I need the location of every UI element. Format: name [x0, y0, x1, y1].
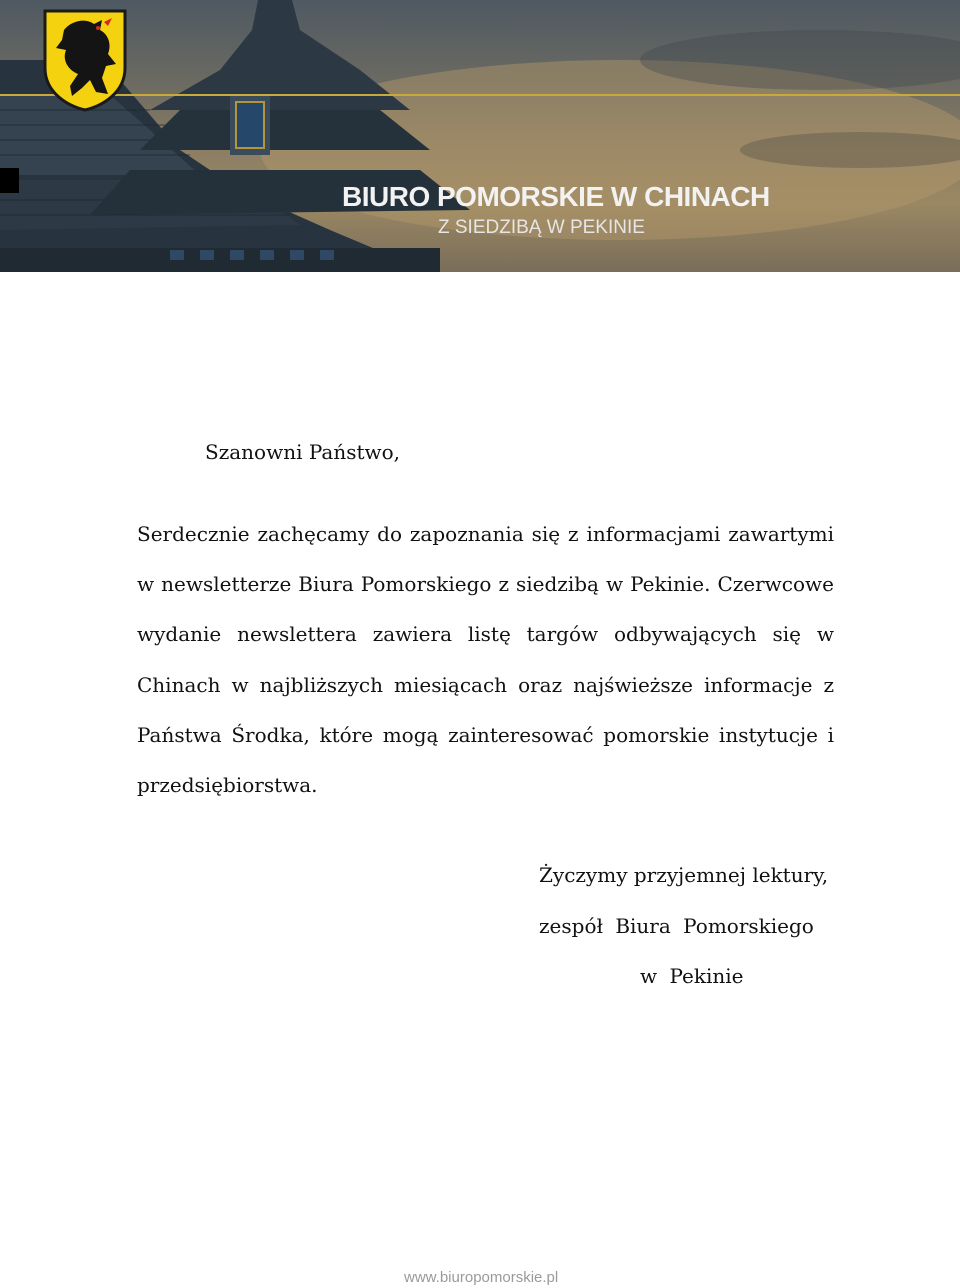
- banner-subtitle: Z SIEDZIBĄ W PEKINIE: [438, 217, 645, 238]
- header-banner: [0, 0, 960, 272]
- signature-location: w Pekinie: [640, 964, 744, 988]
- gold-divider-line: [0, 94, 960, 96]
- pomeranian-griffin-coat-of-arms: [42, 8, 128, 112]
- decorative-square: [0, 168, 19, 193]
- letter-body-paragraph: Serdecznie zachęcamy do zapoznania się z informacjami zawartymi w newsletterze Biura Pomorskiego z siedzibą w Pekinie. Czerwcowe wydanie newslettera zawiera listę targów odbywających się w Chinach w najbliższych miesiącach oraz najświeższe informacje z Państwa Środka, które mogą zainteresować pomorskie instytucje i przedsiębiorstwa.: [137, 522, 834, 798]
- signature-team: zespół Biura Pomorskiego: [539, 914, 814, 938]
- banner-title: BIURO POMORSKIE W CHINACH: [342, 181, 770, 212]
- letter-closing: Życzymy przyjemnej lektury,: [539, 863, 829, 887]
- footer-website-url[interactable]: www.biuropomorskie.pl: [404, 1269, 559, 1286]
- letter-greeting: Szanowni Państwo,: [205, 440, 401, 464]
